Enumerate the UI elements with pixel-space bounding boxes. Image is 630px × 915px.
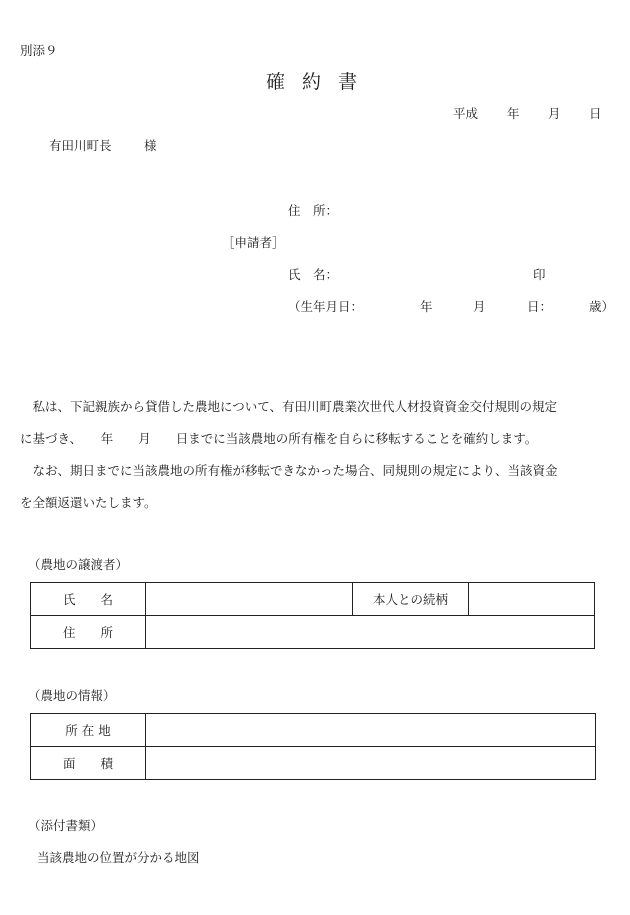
applicant-address-label: 住 所： [288, 203, 339, 218]
birthdate-open: （生年月日： [288, 299, 364, 314]
addressee-name: 有田川町長 [49, 138, 112, 153]
transferor-relation-cell[interactable] [469, 583, 595, 616]
appendix-label: 別添９ [20, 43, 58, 58]
applicant-name-label: 氏 名： [288, 267, 339, 282]
body-text [20, 391, 610, 519]
body-line-3: なお、期日までに当該農地の所有権が移転できなかった場合、同規則の規定により、当該資金 [20, 463, 558, 478]
seal-mark: 印 [533, 267, 546, 282]
farmland-location-label: 所 在 地 [31, 714, 146, 747]
title-char-3: 書 [338, 71, 358, 93]
addressee-honorific: 様 [144, 138, 157, 153]
transferor-address-cell[interactable] [146, 616, 595, 649]
applicant-role-label: ［申請者］ [222, 235, 285, 250]
farmland-heading: （農地の情報） [28, 688, 116, 703]
date-year: 年 [507, 106, 520, 121]
transferor-name-cell[interactable] [146, 583, 353, 616]
farmland-area-cell[interactable] [146, 747, 596, 780]
birthdate-day: 日： [527, 299, 553, 314]
date-era: 平成 [453, 106, 479, 121]
attachments-heading: （添付書類） [28, 818, 104, 833]
date-day: 日 [589, 106, 602, 121]
farmland-location-cell[interactable] [146, 714, 596, 747]
title-char-2: 約 [302, 71, 322, 93]
transferor-address-label: 住 所 [31, 616, 146, 649]
birthdate-year: 年 [420, 299, 433, 314]
transferor-relation-label: 本人との続柄 [353, 583, 469, 616]
birthdate-month: 月 [473, 299, 486, 314]
attachment-item: 当該農地の位置が分かる地図 [37, 850, 200, 865]
farmland-area-label: 面 積 [31, 747, 146, 780]
transferor-name-label: 氏 名 [31, 583, 146, 616]
transferor-table [30, 582, 595, 649]
body-line-1: 私は、下記親族から貸借した農地について、有田川町農業次世代人材投資資金交付規則の規定 [20, 399, 558, 414]
age-label: 歳） [589, 299, 615, 314]
farmland-table [30, 713, 596, 780]
body-line-2: に基づき、 年 月 日までに当該農地の所有権を自らに移転することを確約します。 [20, 431, 538, 446]
title-char-1: 確 [266, 71, 286, 93]
date-month: 月 [548, 106, 561, 121]
transferor-heading: （農地の譲渡者） [28, 557, 129, 572]
body-line-4: を全額返還いたします。 [20, 495, 157, 510]
